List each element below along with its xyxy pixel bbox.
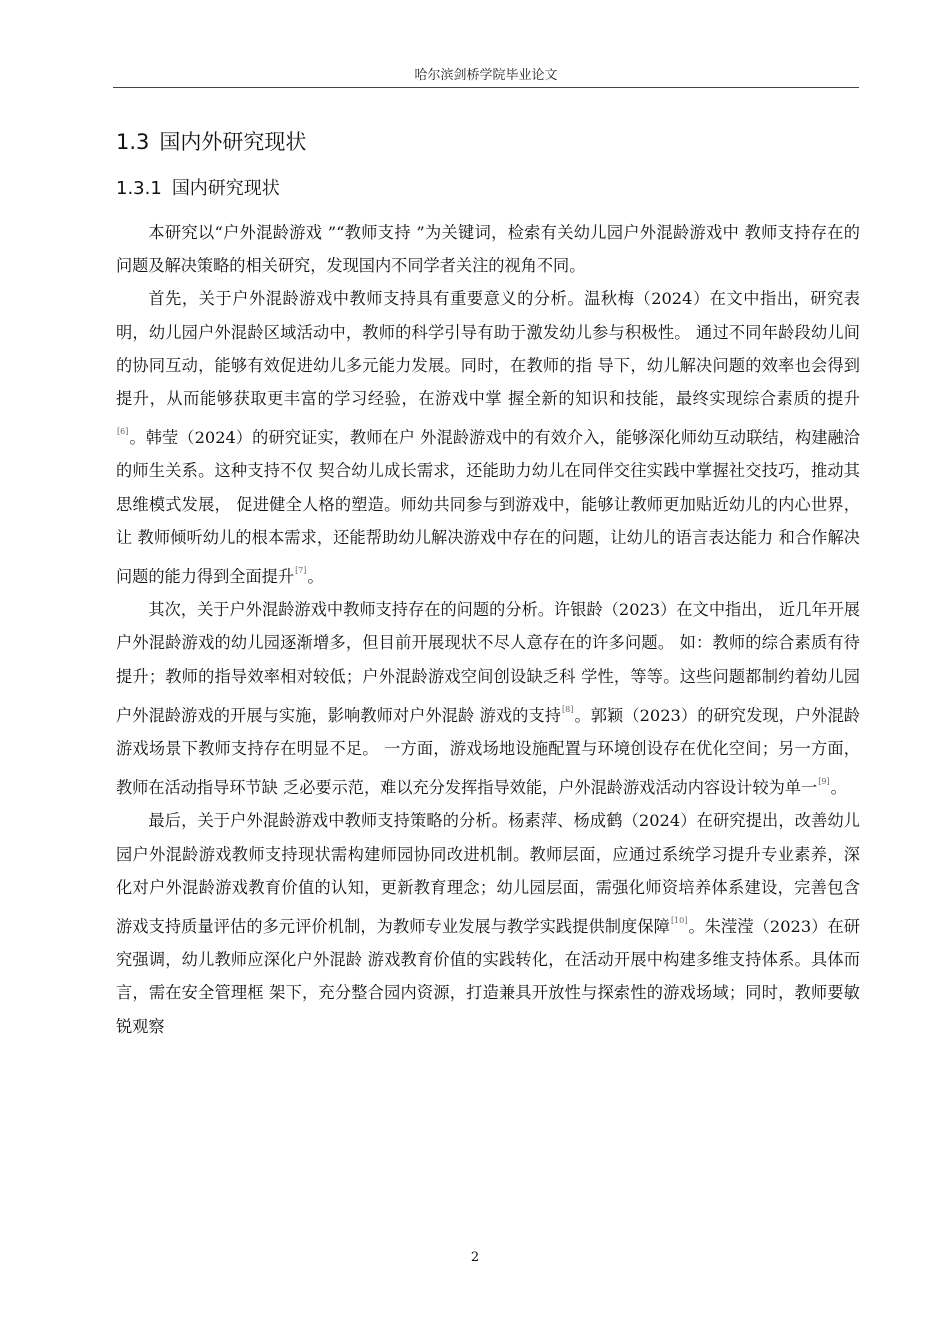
paragraph-3-text-b: 。郭颖（2023）的研究发现，户外混龄游戏场景下教师支持存在明显不足。 一方面，游戏场地设施配置与环境创设存在优化空间；另一方面，教师在活动指导环节缺 乏必要示范，难以充分发挥指导效能，户外混龄游戏活动内容设计较为单一 [116, 705, 860, 798]
paragraph-3-text-a: 其次，关于户外混龄游戏中教师支持存在的问题的分析。许银龄（2023）在文中指出， 近几年开展户外混龄游戏的幼儿园逐渐增多，但目前开展现状不尽人意存在的许多问题。 如：教师的综合素质有待提升；教师的指导效率相对较低；户外混龄游戏空间创设缺乏科 学性，等等。这些问题都制约着幼儿园户外混龄游戏的开展与实施，影响教师对户外混龄 游戏的支持 [116, 600, 860, 725]
header-divider [113, 87, 859, 88]
paragraph-4-text-b: 。朱滢滢（2023）在研究强调，幼儿教师应深化户外混龄 游戏教育价值的实践转化，在活动开展中构建多维支持体系。具体而言，需在安全管理框 架下，充分整合园内资源，打造兼具开放性与探索性的游戏场域；同时，教师要敏锐观察 [116, 917, 860, 1036]
paragraph-2-text-c: 。 [307, 567, 324, 587]
paragraph-4 [116, 804, 860, 1042]
citation-10: [10] [670, 916, 688, 926]
paragraph-3 [116, 593, 860, 804]
citation-8: [8] [562, 704, 574, 714]
citation-9: [9] [818, 777, 830, 787]
paragraph-1 [116, 216, 860, 282]
paragraph-1-text: 本研究以“户外混龄游戏 ”“教师支持 ”为关键词，检索有关幼儿园户外混龄游戏中 教师支持存在的问题及解决策略的相关研究，发现国内不同学者关注的视角不同。 [116, 223, 860, 276]
paragraph-4-text-a: 最后，关于户外混龄游戏中教师支持策略的分析。杨素萍、杨成鹤（2024）在研究提出，改善幼儿园户外混龄游戏教师支持现状需构建师园协同改进机制。教师层面，应通过系统学习提升专业素养，深化对户外混龄游戏教育价值的认知，更新教育理念；幼儿园层面，需强化师资培养体系建设，完善包含游戏支持质量评估的多元评价机制，为教师专业发展与教学实践提供制度保障 [116, 811, 860, 937]
citation-6: [6] [117, 427, 129, 437]
section-number: 1.3 [116, 130, 150, 154]
paragraph-2-text-a: 首先，关于户外混龄游戏中教师支持具有重要意义的分析。温秋梅（2024）在文中指出，研究表明，幼儿园户外混龄区域活动中，教师的科学引导有助于激发幼儿参与积极性。 通过不同年龄段幼儿间的协同互动，能够有效促进幼儿多元能力发展。同时，在教师的指 导下，幼儿解决问题的效率也会得到提升，从而能够获取更丰富的学习经验，在游戏中掌 握全新的知识和技能，最终实现综合素质的提升 [116, 289, 860, 409]
subsection-number: 1.3.1 [116, 178, 162, 199]
citation-7: [7] [295, 566, 307, 576]
subsection-title: 国内研究现状 [171, 178, 280, 199]
subsection-heading [116, 174, 280, 200]
page-header: 哈尔滨剑桥学院毕业论文 [414, 68, 558, 83]
page-number: 2 [470, 1250, 480, 1265]
section-heading [116, 126, 306, 156]
section-title: 国内外研究现状 [159, 130, 307, 154]
paragraph-2 [116, 282, 860, 593]
paragraph-2-text-b: 。韩莹（2024）的研究证实，教师在户 外混龄游戏中的有效介入，能够深化师幼互动联结，构建融洽的师生关系。这种支持不仅 契合幼儿成长需求，还能助力幼儿在同伴交往实践中掌握社交技巧，推动其思维模式发展， 促进健全人格的塑造。师幼共同参与到游戏中，能够让教师更加贴近幼儿的内心世界，让 教师倾听幼儿的根本需求，还能帮助幼儿解决游戏中存在的问题，让幼儿的语言表达能力 和合作解决问题的能力得到全面提升 [116, 428, 860, 587]
paragraph-3-text-c: 。 [830, 778, 847, 798]
body-text [116, 216, 860, 1043]
